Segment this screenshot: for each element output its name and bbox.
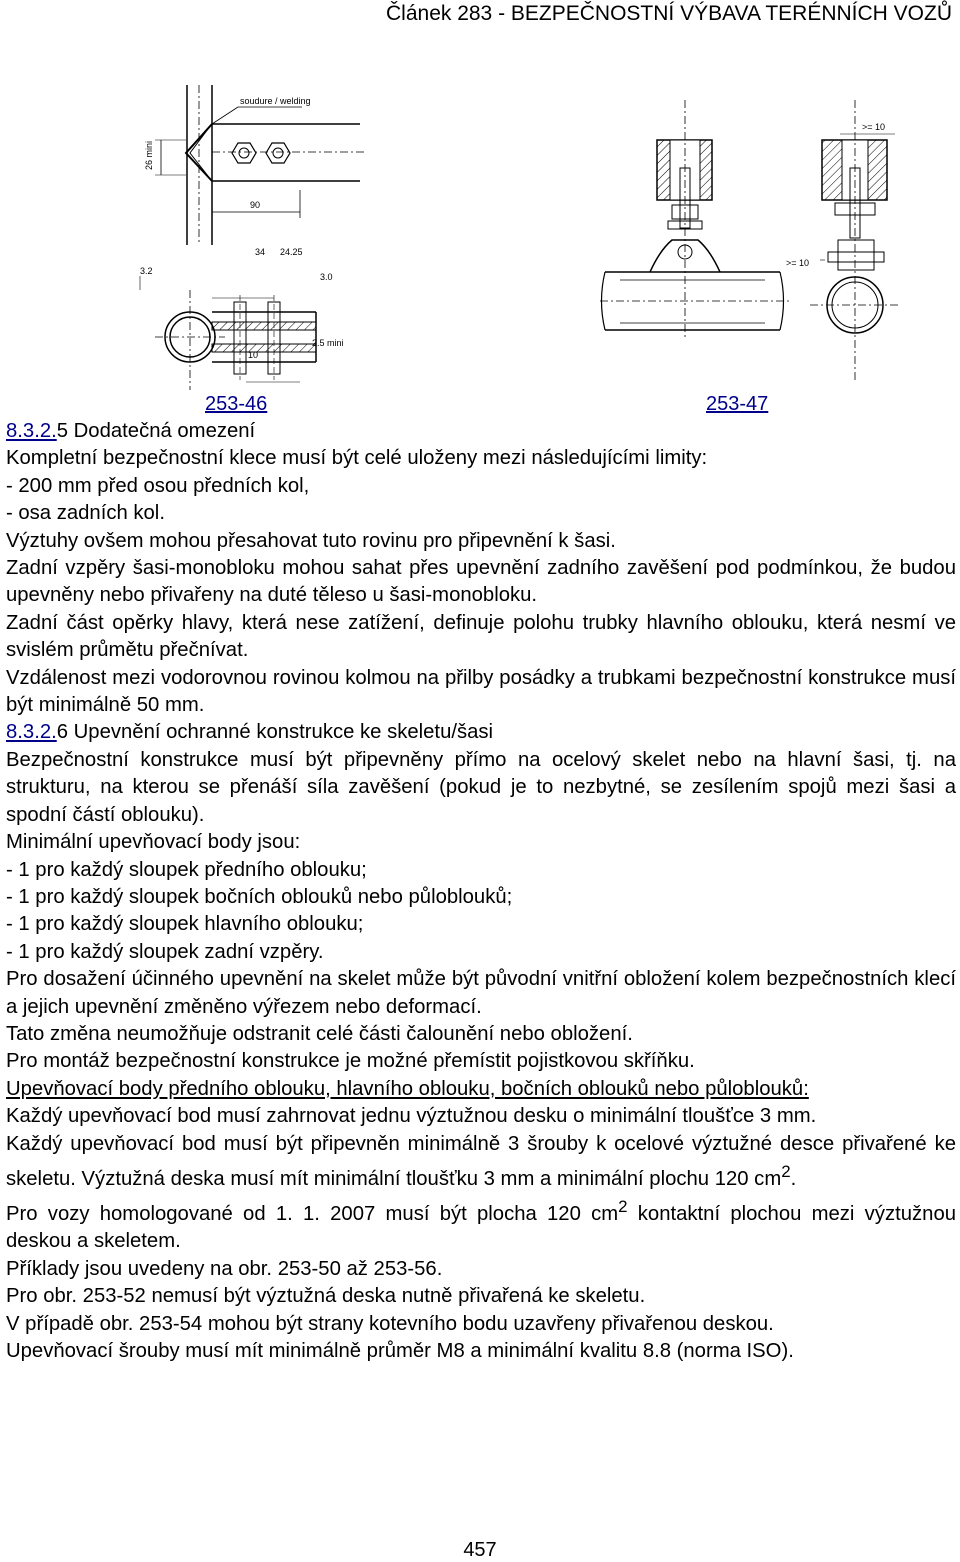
- section-link-8-3-2[interactable]: 8.3.2.: [6, 420, 57, 442]
- paragraph: Zadní část opěrky hlavy, která nese zatížení, definuje polohu trubky hlavního oblouku, která nesmí ve svislém průmětu přečnívat.: [6, 611, 956, 662]
- dim-10: 10: [248, 350, 259, 360]
- weld-label: soudure / welding: [240, 96, 311, 106]
- list-item: - 1 pro každý sloupek hlavního oblouku;: [6, 913, 364, 936]
- article-body: [6, 418, 956, 1365]
- dim-3-2: 3.2: [140, 266, 153, 276]
- paragraph: Každý upevňovací bod musí zahrnovat jednu výztužnou desku o minimální tloušťce 3 mm.: [6, 1105, 817, 1128]
- figure-253-47-drawing: [600, 100, 900, 380]
- paragraph: Minimální upevňovací body jsou:: [6, 831, 301, 854]
- list-item: - 1 pro každý sloupek předního oblouku;: [6, 858, 367, 881]
- paragraph: Pro obr. 253-52 nemusí být výztužná deska nutně přivařená ke skeletu.: [6, 1285, 646, 1308]
- page-number: 457: [463, 1539, 497, 1561]
- dim-side-ge-10: >= 10: [786, 258, 810, 268]
- paragraph: Pro vozy homologované od 1. 1. 2007 musí být plocha 120 $cm^2$ kontaktní plochou mezi výztužnou deskou a skeletem.: [6, 1197, 956, 1253]
- paragraph: Příklady jsou uvedeny na obr. 253-50 až 253-56.: [6, 1257, 443, 1280]
- figure-label-253-47[interactable]: 253-47: [706, 393, 769, 415]
- dim-90: 90: [250, 200, 261, 210]
- page-header: Článek 283 - BEZPEČNOSTNÍ VÝBAVA TERÉNNÍCH VOZŮ: [386, 2, 952, 25]
- list-item: - 1 pro každý sloupek zadní vzpěry.: [6, 940, 324, 963]
- paragraph: Pro montáž bezpečnostní konstrukce je možné přemístit pojistkovou skříňku.: [6, 1050, 695, 1073]
- section-heading-8-3-2-6: 8.3.2.6 Upevnění ochranné konstrukce ke skeletu/šasi: [6, 721, 494, 744]
- paragraph: V případě obr. 253-54 mohou být strany kotevního bodu uzavřeny přivařenou deskou.: [6, 1312, 774, 1335]
- paragraph: Upevňovací šrouby musí mít minimálně průměr M8 a minimální kvalitu 8.8 (norma ISO).: [6, 1339, 794, 1362]
- figure-label-253-46[interactable]: 253-46: [205, 393, 268, 415]
- technical-drawing: [0, 40, 960, 395]
- dim-3-0: 3.0: [320, 272, 333, 282]
- paragraph: Bezpečnostní konstrukce musí být připevněny přímo na ocelový skelet nebo na hlavní šasi, tj. na strukturu, na kterou se přenáší síla zavěšení (pokud je to nezbytné, se zesílením spojů mezi šasi a spodní částí oblouku).: [6, 748, 956, 826]
- dim-top-ge-10: >= 10: [862, 122, 886, 132]
- list-item: - 200 mm před osou předních kol,: [6, 474, 310, 497]
- dim-24-25: 24.25: [280, 247, 303, 257]
- section-link-8-3-2[interactable]: 8.3.2.: [6, 721, 57, 744]
- dim-2-5-mini: 2.5 mini: [312, 338, 344, 348]
- paragraph: Kompletní bezpečnostní klece musí být celé uloženy mezi následujícími limity:: [6, 447, 708, 470]
- paragraph: Každý upevňovací bod musí být připevněn minimálně 3 šrouby k ocelové výztužné desce přivařené ke skeletu. Výztužná deska musí mít minimální tloušťku 3 mm a minimální plochu 120 $cm^2$.: [6, 1132, 956, 1190]
- list-item: - osa zadních kol.: [6, 502, 165, 525]
- dim-34: 34: [255, 247, 266, 257]
- list-item: - 1 pro každý sloupek bočních oblouků nebo půloblouků;: [6, 885, 513, 908]
- subheading-underlined: Upevňovací body předního oblouku, hlavního oblouku, bočních oblouků nebo půloblouků:: [6, 1077, 809, 1100]
- section-heading-8-3-2-5: 8.3.2.5 Dodatečná omezení: [6, 420, 256, 442]
- dim-26-mini: 26 mini: [144, 140, 154, 170]
- paragraph: Vzdálenost mezi vodorovnou rovinou kolmou na přilby posádky a trubkami bezpečnostní konstrukce musí být minimálně 50 mm.: [6, 666, 956, 717]
- paragraph: Pro dosažení účinného upevnění na skelet může být původní vnitřní obložení kolem bezpečnostních klecí a jejich upevnění změněno výřezem nebo deformací.: [6, 968, 956, 1018]
- paragraph: Výztuhy ovšem mohou přesahovat tuto rovinu pro připevnění k šasi.: [6, 529, 616, 552]
- paragraph: Zadní vzpěry šasi-monobloku mohou sahat přes upevnění zadního zavěšení pod podmínkou, že budou upevněny nebo přivařeny na duté těleso u šasi-monobloku.: [6, 557, 956, 607]
- paragraph: Tato změna neumožňuje odstranit celé části čalounění nebo obložení.: [6, 1022, 633, 1045]
